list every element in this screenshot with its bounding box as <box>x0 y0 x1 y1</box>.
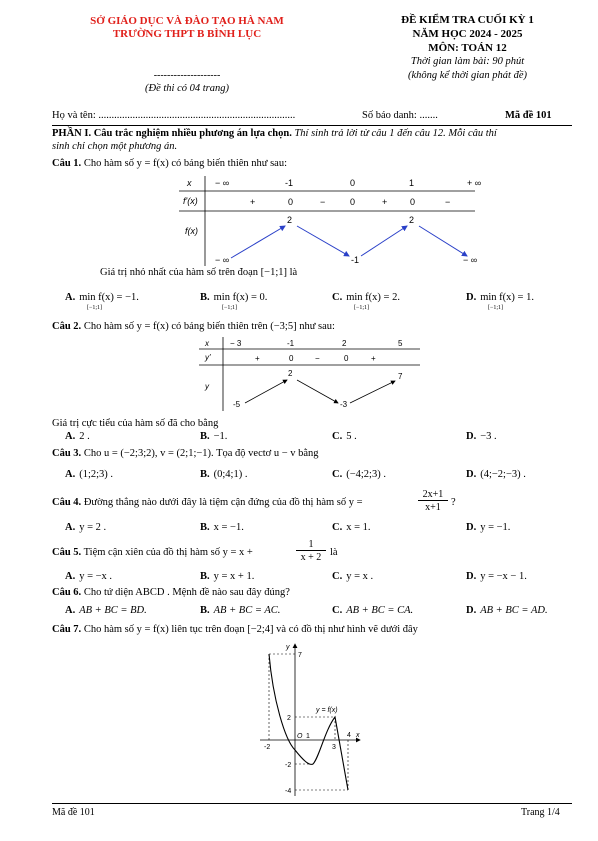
q2-sign: + <box>371 354 376 363</box>
q5-option-b[interactable]: B. y = x + 1. <box>200 571 255 582</box>
q1-sign: − <box>445 197 451 207</box>
school-year: NĂM HỌC 2024 - 2025 <box>412 28 523 40</box>
q1-f-val: − ∞ <box>463 255 478 265</box>
q2-y-val: 7 <box>398 372 403 381</box>
q7-tick: -2 <box>264 744 271 751</box>
subject: MÔN: TOÁN 12 <box>428 42 507 54</box>
q3-option-a[interactable]: A. (1;2;3) . <box>65 469 114 480</box>
q7-tick: 3 <box>332 744 336 751</box>
q1-f-val: − ∞ <box>215 255 230 265</box>
q5-option-d[interactable]: D. y = −x − 1. <box>466 571 527 582</box>
q1-sub-d: [−1;1] <box>488 305 504 311</box>
footer-exam-code: Mã đề 101 <box>52 807 95 818</box>
q1-option-c[interactable]: C. min f(x) = 2. <box>332 292 400 303</box>
q1-f-val: 2 <box>409 215 415 225</box>
question-5-stem: Câu 5. Tiệm cận xiên của đồ thị hàm số y = x + <box>52 547 253 558</box>
q1-arrow <box>297 226 349 256</box>
time-limit: Thời gian làm bài: 90 phút <box>410 56 525 67</box>
q4-fraction-denominator: x+1 <box>425 502 441 513</box>
question-1-stem: Câu 1. Cho hàm số y = f(x) có bảng biến thiên như sau: <box>52 158 288 169</box>
q2-y-label: y <box>205 382 209 391</box>
q1-arrow <box>231 226 285 258</box>
q1-x-val: 1 <box>409 178 415 188</box>
q7-y-axis-label: y <box>286 644 290 651</box>
q2-x-label: x <box>205 339 209 348</box>
q1-fprime-label: f'(x) <box>183 196 198 206</box>
q1-sign: 0 <box>288 197 294 207</box>
q1-sub-c: [−1;1] <box>354 305 370 311</box>
q1-x-val: 0 <box>350 178 356 188</box>
q2-option-a[interactable]: A. 2 . <box>65 431 90 442</box>
part1-heading: PHẦN I. Câu trắc nghiệm nhiều phương án lựa chọn. Thí sinh trả lời từ câu 1 đến câu 12. Mỗi câu thí <box>52 128 497 139</box>
q1-sign: 0 <box>350 197 356 207</box>
q2-x-val: 2 <box>342 339 347 348</box>
q6-option-c[interactable]: C. AB + BC = CA. <box>332 605 414 616</box>
q1-f-label: f(x) <box>185 226 198 236</box>
q2-x-val: 5 <box>398 339 403 348</box>
q2-option-d[interactable]: D. −3 . <box>466 431 497 442</box>
q6-option-a[interactable]: A. AB + BC = BD. <box>65 605 147 616</box>
q2-y-val: 2 <box>288 369 293 378</box>
q1-sign: + <box>382 197 388 207</box>
q1-option-b[interactable]: B. min f(x) = 0. <box>200 292 268 303</box>
q1-variation-table <box>175 174 495 268</box>
q1-x-label: x <box>187 178 192 188</box>
q1-sign: 0 <box>410 197 416 207</box>
exam-code: Mã đề 101 <box>505 110 552 121</box>
q1-arrow <box>361 226 407 256</box>
q2-sign: 0 <box>289 354 294 363</box>
q7-tick: -2 <box>285 762 292 769</box>
footer-divider <box>52 803 572 804</box>
q1-sub-b: [−1;1] <box>222 305 238 311</box>
q7-tick: 1 <box>306 733 310 740</box>
q7-tick: -4 <box>285 788 292 795</box>
q1-option-a[interactable]: A. min f(x) = −1. <box>65 292 139 303</box>
q7-tick: 4 <box>347 732 351 739</box>
q4-option-d[interactable]: D. y = −1. <box>466 522 511 533</box>
q4-fraction-numerator: 2x+1 <box>418 489 448 501</box>
q3-option-d[interactable]: D. (4;−2;−3) . <box>466 469 526 480</box>
question-6-stem: Câu 6. Cho tứ diện ABCD . Mệnh đề nào sau đây đúng? <box>52 587 290 598</box>
q7-function-graph <box>255 640 365 800</box>
q6-option-d[interactable]: D. AB + BC = AD. <box>466 605 548 616</box>
q7-tick: 7 <box>298 652 302 659</box>
q6-option-b[interactable]: B. AB + BC = AC. <box>200 605 281 616</box>
q1-x-val: + ∞ <box>467 178 482 188</box>
question-1-sub: Giá trị nhỏ nhất của hàm số trên đoạn [−1;1] là <box>100 267 298 278</box>
q5-fraction-numerator: 1 <box>296 539 326 551</box>
footer-page-number: Trang 1/4 <box>521 807 560 818</box>
q2-option-c[interactable]: C. 5 . <box>332 431 357 442</box>
q1-arrow <box>419 226 467 256</box>
q2-sign: − <box>315 354 320 363</box>
student-name-field: Họ và tên: ........................................................................... <box>52 110 296 121</box>
q2-x-val: -1 <box>287 339 295 348</box>
question-2-stem: Câu 2. Cho hàm số y = f(x) có bảng biến thiên trên (−3;5] như sau: <box>52 321 335 332</box>
page-count: (Đề thi có 04 trang) <box>145 83 229 94</box>
q2-sign: 0 <box>344 354 349 363</box>
school-name: TRƯỜNG THPT B BÌNH LỤC <box>112 28 262 40</box>
q7-tick: 2 <box>287 715 291 722</box>
q4-option-a[interactable]: A. y = 2 . <box>65 522 107 533</box>
q1-sign: + <box>250 197 256 207</box>
q1-option-d[interactable]: D. min f(x) = 1. <box>466 292 534 303</box>
q2-arrow <box>245 380 287 403</box>
q5-option-a[interactable]: A. y = −x . <box>65 571 113 582</box>
question-4-stem: Câu 4. Đường thẳng nào dưới đây là tiệm cận đứng của đồ thị hàm số y = <box>52 497 363 508</box>
q2-arrow <box>350 381 395 403</box>
q2-yprime-label: y' <box>205 353 211 362</box>
q7-x-axis-label: x <box>356 732 360 739</box>
q5-tail: là <box>330 547 338 558</box>
department-name: SỞ GIÁO DỤC VÀ ĐÀO TẠO HÀ NAM <box>90 15 284 27</box>
q2-variation-table <box>195 335 425 413</box>
exam-title: ĐỀ KIỂM TRA CUỐI KỲ 1 <box>401 14 534 26</box>
q2-x-val: − 3 <box>230 339 242 348</box>
q2-option-b[interactable]: B. −1. <box>200 431 228 442</box>
q2-sign: + <box>255 354 260 363</box>
header-divider <box>52 125 572 126</box>
part1-instruction: sinh chỉ chọn một phương án. <box>52 141 178 152</box>
q4-option-c[interactable]: C. x = 1. <box>332 522 371 533</box>
time-note: (không kể thời gian phát đề) <box>407 70 528 81</box>
q5-fraction-denominator: x + 2 <box>300 552 322 563</box>
q1-x-val: -1 <box>285 178 294 188</box>
q1-sign: − <box>320 197 326 207</box>
question-2-sub: Giá trị cực tiểu của hàm số đã cho bằng <box>52 418 219 429</box>
question-7-stem: Câu 7. Cho hàm số y = f(x) liên tục trên đoạn [−2;4] và có đồ thị như hình vẽ dưới đây <box>52 624 418 635</box>
header-dashes: -------------------- <box>153 70 221 81</box>
student-id-field: Số báo danh: ....... <box>362 110 438 121</box>
q2-arrow <box>297 380 338 403</box>
q1-x-val: − ∞ <box>215 178 230 188</box>
q2-y-val: -5 <box>233 400 241 409</box>
question-3-stem: Câu 3. Cho u = (−2;3;2), v = (2;1;−1). Tọa độ vectơ u − v bằng <box>52 448 319 459</box>
q3-option-b[interactable]: B. (0;4;1) . <box>200 469 248 480</box>
q7-origin: O <box>297 733 303 740</box>
q2-y-val: -3 <box>340 400 348 409</box>
q1-sub-a: [−1;1] <box>87 305 103 311</box>
q1-f-val: -1 <box>351 255 360 265</box>
q4-option-b[interactable]: B. x = −1. <box>200 522 244 533</box>
q7-curve-label: y = f(x) <box>316 707 338 714</box>
q3-option-c[interactable]: C. (−4;2;3) . <box>332 469 386 480</box>
q5-option-c[interactable]: C. y = x . <box>332 571 374 582</box>
q7-curve <box>269 654 348 790</box>
q4-question-mark: ? <box>451 497 456 508</box>
q1-f-val: 2 <box>287 215 293 225</box>
